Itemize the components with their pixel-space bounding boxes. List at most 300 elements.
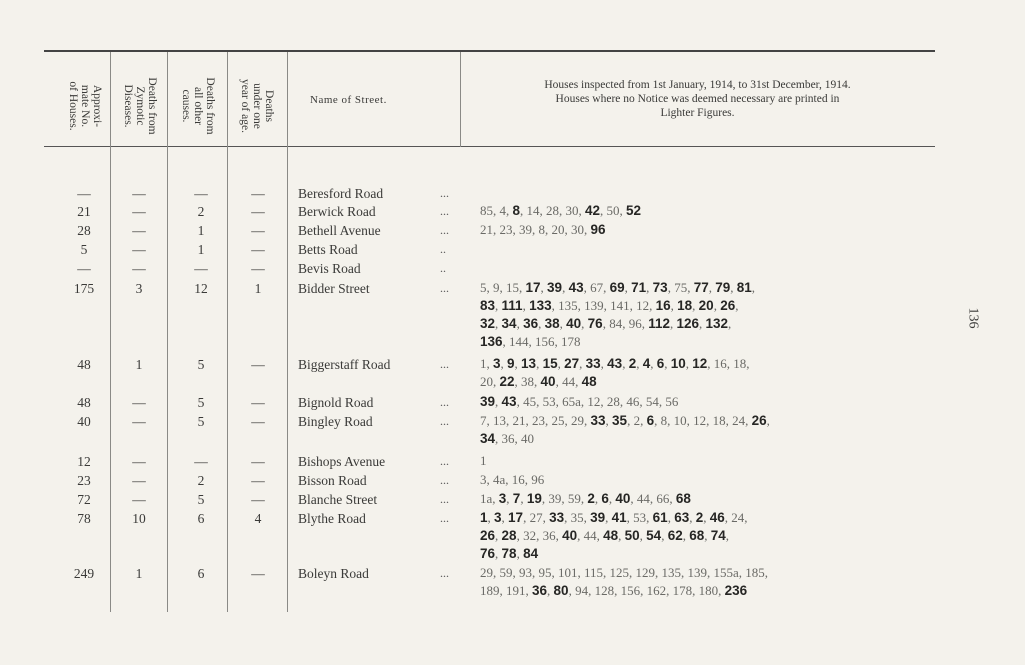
- house-number-noticed: 68: [689, 528, 705, 543]
- house-number-noticed: 73: [652, 280, 668, 295]
- house-number-noticed: 38: [544, 316, 560, 331]
- house-number-noticed: 26: [751, 413, 767, 428]
- header-line: Houses where no Notice was deemed necessary are printed in: [555, 93, 840, 105]
- house-number-text: ,: [487, 510, 495, 525]
- house-number-noticed: 83: [480, 298, 496, 313]
- page-number: 136: [965, 307, 981, 329]
- house-number-text: , 27,: [523, 510, 550, 525]
- house-number-text: ,: [579, 356, 586, 371]
- header-line: Lighter Figures.: [660, 107, 735, 119]
- column-divider: [167, 52, 168, 612]
- house-number-text: ,: [538, 316, 545, 331]
- other-deaths-cell: 1: [197, 242, 205, 257]
- houses-inspected-cell: [480, 202, 945, 220]
- infant-deaths-cell: 1: [254, 281, 262, 296]
- street-name-cell: Bishops Avenue: [298, 454, 386, 469]
- house-number-text: ,: [708, 280, 716, 295]
- house-number-noticed: 7: [512, 491, 521, 506]
- house-number-noticed: 20: [698, 298, 714, 313]
- house-number-text: 1,: [480, 356, 493, 371]
- house-number-noticed: 2: [587, 491, 595, 506]
- leader-dots: ...: [440, 357, 449, 371]
- house-number-text: , 14, 28, 30,: [520, 203, 586, 218]
- house-number-noticed: 3: [498, 491, 507, 506]
- zymotic-deaths-cell: 1: [135, 566, 143, 581]
- houses-line: [480, 471, 945, 489]
- house-number-text: 189, 191,: [480, 583, 532, 598]
- houses-line: [480, 393, 945, 411]
- house-number-noticed: 81: [736, 280, 752, 295]
- house-number-text: , 94, 128, 156, 162, 178, 180,: [568, 583, 725, 598]
- houses-line: [480, 564, 945, 582]
- street-name-cell: Boleyn Road: [298, 566, 369, 581]
- house-number-text: , 44,: [555, 374, 582, 389]
- house-number-text: ,: [516, 316, 524, 331]
- houses-inspected-cell: [480, 509, 945, 563]
- top-rule: [44, 50, 935, 52]
- house-number-noticed: 2: [628, 356, 637, 371]
- houses-inspected-cell: [480, 355, 945, 391]
- other-deaths-cell: —: [194, 454, 208, 469]
- zymotic-deaths-cell: —: [132, 261, 146, 276]
- other-deaths-cell: 6: [197, 511, 205, 526]
- header-line: of Houses.: [67, 81, 79, 131]
- house-number-text: , 44, 66,: [630, 491, 676, 506]
- street-name-cell: Betts Road: [298, 242, 358, 257]
- house-number-noticed: 34: [501, 316, 517, 331]
- zymotic-deaths-cell: —: [132, 454, 146, 469]
- houses-line: [480, 297, 945, 315]
- house-number-noticed: 71: [631, 280, 647, 295]
- houses-line: [480, 279, 945, 297]
- house-number-text: , 32, 36,: [516, 528, 563, 543]
- other-deaths-cell: 6: [197, 566, 205, 581]
- house-number-text: ,: [667, 510, 675, 525]
- zymotic-deaths-cell: —: [132, 242, 146, 257]
- house-number-text: ,: [608, 491, 616, 506]
- leader-dots: ...: [440, 473, 449, 487]
- infant-deaths-cell: —: [251, 223, 265, 238]
- approx-houses-cell: 78: [77, 511, 91, 526]
- house-number-text: ,: [713, 298, 721, 313]
- house-number-text: ,: [559, 316, 567, 331]
- house-number-noticed: 33: [585, 356, 601, 371]
- header-line: Deaths from: [146, 77, 158, 135]
- header-approx-houses: [67, 61, 103, 151]
- house-number-noticed: 48: [603, 528, 619, 543]
- house-number-text: ,: [646, 280, 653, 295]
- house-number-noticed: 3: [493, 356, 501, 371]
- house-number-text: ,: [500, 356, 508, 371]
- zymotic-deaths-cell: —: [132, 223, 146, 238]
- house-number-text: , 67,: [583, 280, 610, 295]
- approx-houses-cell: 5: [80, 242, 88, 257]
- house-number-noticed: 133: [529, 298, 552, 313]
- house-number-text: ,: [636, 356, 643, 371]
- zymotic-deaths-cell: —: [132, 204, 146, 219]
- house-number-noticed: 35: [612, 413, 628, 428]
- header-infant-deaths: [239, 61, 275, 151]
- house-number-noticed: 10: [670, 356, 686, 371]
- house-number-noticed: 1: [480, 510, 488, 525]
- infant-deaths-cell: —: [251, 261, 265, 276]
- other-deaths-cell: 2: [197, 204, 205, 219]
- house-number-noticed: 18: [677, 298, 693, 313]
- infant-deaths-cell: —: [251, 566, 265, 581]
- street-name-cell: Bingley Road: [298, 414, 373, 429]
- house-number-text: , 16, 18,: [707, 356, 750, 371]
- houses-inspected-cell: [480, 279, 945, 351]
- zymotic-deaths-cell: —: [132, 186, 146, 201]
- header-line: causes.: [180, 89, 192, 123]
- zymotic-deaths-cell: —: [132, 414, 146, 429]
- houses-line: [480, 221, 945, 239]
- header-zymotic-deaths: [122, 61, 158, 151]
- leader-dots: ...: [440, 281, 449, 295]
- leader-dots: ..: [440, 242, 446, 256]
- street-name-cell: Berwick Road: [298, 204, 376, 219]
- house-number-noticed: 62: [667, 528, 683, 543]
- house-number-text: ,: [495, 394, 502, 409]
- leader-dots: ...: [440, 454, 449, 468]
- house-number-text: ,: [735, 298, 739, 313]
- house-number-text: ,: [557, 356, 565, 371]
- house-number-text: ,: [594, 491, 602, 506]
- house-number-noticed: 46: [709, 510, 725, 525]
- approx-houses-cell: 72: [77, 492, 91, 507]
- house-number-text: ,: [730, 280, 737, 295]
- house-number-text: , 8, 10, 12, 18, 24,: [654, 413, 752, 428]
- house-number-noticed: 42: [585, 203, 601, 218]
- house-number-text: ,: [670, 298, 678, 313]
- house-number-text: 21, 23, 39, 8, 20, 30,: [480, 222, 591, 237]
- houses-line: [480, 527, 945, 545]
- house-number-text: 1: [480, 453, 487, 468]
- house-number-text: , 38,: [514, 374, 541, 389]
- approx-houses-cell: 28: [77, 223, 91, 238]
- houses-line: [480, 452, 945, 470]
- leader-dots: ...: [440, 395, 449, 409]
- house-number-text: ,: [728, 316, 732, 331]
- other-deaths-cell: 5: [197, 492, 205, 507]
- header-other-deaths: [180, 61, 216, 151]
- header-rule: [44, 146, 935, 147]
- leader-dots: ..: [440, 261, 446, 275]
- house-number-noticed: 13: [521, 356, 537, 371]
- house-number-text: ,: [664, 356, 671, 371]
- house-number-text: ,: [495, 316, 502, 331]
- houses-line: [480, 509, 945, 527]
- house-number-text: ,: [669, 316, 677, 331]
- infant-deaths-cell: —: [251, 395, 265, 410]
- houses-line: [480, 315, 945, 333]
- approx-houses-cell: 12: [77, 454, 91, 469]
- houses-line: [480, 202, 945, 220]
- leader-dots: ...: [440, 511, 449, 525]
- house-number-noticed: 26: [480, 528, 496, 543]
- house-number-text: ,: [495, 528, 502, 543]
- header-line: Zymotic: [134, 86, 146, 126]
- house-number-noticed: 136: [480, 334, 503, 349]
- approx-houses-cell: 249: [73, 566, 95, 581]
- house-number-noticed: 52: [626, 203, 642, 218]
- house-number-noticed: 19: [526, 491, 542, 506]
- leader-dots: ...: [440, 414, 449, 428]
- house-number-noticed: 236: [724, 583, 748, 598]
- house-number-noticed: 96: [590, 222, 606, 237]
- house-number-text: ,: [751, 280, 756, 295]
- house-number-noticed: 84: [523, 546, 539, 561]
- house-number-noticed: 17: [525, 280, 541, 295]
- leader-dots: ...: [440, 204, 449, 218]
- house-number-noticed: 74: [710, 528, 726, 543]
- houses-line: [480, 430, 945, 448]
- house-number-text: ,: [514, 356, 522, 371]
- house-number-noticed: 17: [508, 510, 524, 525]
- approx-houses-cell: —: [77, 186, 91, 201]
- infant-deaths-cell: —: [251, 357, 265, 372]
- house-number-text: ,: [703, 510, 710, 525]
- house-number-noticed: 40: [562, 528, 578, 543]
- house-number-noticed: 40: [540, 374, 556, 389]
- house-number-text: ,: [605, 413, 613, 428]
- street-name-cell: Biggerstaff Road: [298, 357, 391, 372]
- house-number-noticed: 4: [642, 356, 651, 371]
- zymotic-deaths-cell: —: [132, 492, 146, 507]
- house-number-noticed: 15: [542, 356, 558, 371]
- house-number-noticed: 12: [692, 356, 708, 371]
- houses-line: [480, 355, 945, 373]
- leader-dots: ...: [440, 566, 449, 580]
- approx-houses-cell: 48: [77, 395, 91, 410]
- houses-inspected-cell: [480, 412, 945, 448]
- infant-deaths-cell: —: [251, 186, 265, 201]
- header-street-name: Name of Street.: [310, 94, 387, 106]
- house-number-noticed: 77: [693, 280, 709, 295]
- house-number-noticed: 33: [590, 413, 606, 428]
- leader-dots: ...: [440, 186, 449, 200]
- house-number-noticed: 40: [615, 491, 631, 506]
- house-number-text: 7, 13, 21, 23, 25, 29,: [480, 413, 591, 428]
- zymotic-deaths-cell: 1: [135, 357, 143, 372]
- street-name-cell: Bignold Road: [298, 395, 374, 410]
- header-line: Diseases.: [122, 84, 134, 128]
- house-number-text: ,: [605, 510, 612, 525]
- infant-deaths-cell: 4: [254, 511, 262, 526]
- house-number-text: ,: [540, 280, 548, 295]
- house-number-text: ,: [704, 528, 711, 543]
- house-number-noticed: 6: [656, 356, 665, 371]
- approx-houses-cell: 175: [73, 281, 95, 296]
- other-deaths-cell: —: [194, 186, 208, 201]
- house-number-noticed: 26: [720, 298, 736, 313]
- house-number-text: ,: [624, 280, 632, 295]
- street-name-cell: Beresford Road: [298, 186, 384, 201]
- zymotic-deaths-cell: —: [132, 395, 146, 410]
- houses-inspected-cell: [480, 471, 945, 489]
- house-number-text: ,: [495, 546, 502, 561]
- house-number-noticed: 126: [676, 316, 699, 331]
- house-number-noticed: 16: [655, 298, 671, 313]
- zymotic-deaths-cell: 3: [135, 281, 143, 296]
- house-number-text: ,: [622, 356, 629, 371]
- house-number-text: , 2,: [627, 413, 647, 428]
- street-name-cell: Bevis Road: [298, 261, 361, 276]
- house-number-text: ,: [692, 298, 699, 313]
- infant-deaths-cell: —: [251, 204, 265, 219]
- house-number-text: ,: [682, 528, 690, 543]
- approx-houses-cell: 21: [77, 204, 91, 219]
- infant-deaths-cell: —: [251, 414, 265, 429]
- houses-line: [480, 490, 945, 508]
- house-number-noticed: 36: [523, 316, 539, 331]
- house-number-noticed: 111: [501, 298, 523, 313]
- header-houses-inspected: [470, 78, 925, 120]
- houses-line: [480, 545, 945, 563]
- other-deaths-cell: 12: [194, 281, 208, 296]
- house-number-text: , 53,: [626, 510, 653, 525]
- house-number-text: 3, 4a, 16, 96: [480, 472, 545, 487]
- house-number-noticed: 112: [648, 316, 670, 331]
- houses-line: [480, 412, 945, 430]
- house-number-text: ,: [689, 510, 696, 525]
- street-name-cell: Blythe Road: [298, 511, 366, 526]
- houses-line: [480, 373, 945, 391]
- house-number-noticed: 28: [501, 528, 517, 543]
- house-number-text: , 45, 53, 65a, 12, 28, 46, 54, 56: [516, 394, 679, 409]
- house-number-text: ,: [581, 316, 588, 331]
- house-number-noticed: 79: [715, 280, 731, 295]
- house-number-noticed: 76: [480, 546, 496, 561]
- house-number-text: ,: [547, 583, 554, 598]
- house-number-text: , 84, 96,: [602, 316, 649, 331]
- house-number-text: , 39, 59,: [541, 491, 588, 506]
- street-name-cell: Bisson Road: [298, 473, 367, 488]
- house-number-text: , 35,: [564, 510, 591, 525]
- house-number-noticed: 36: [532, 583, 548, 598]
- house-number-text: , 24,: [724, 510, 748, 525]
- street-name-cell: Blanche Street: [298, 492, 378, 507]
- house-number-text: ,: [506, 491, 513, 506]
- house-number-text: ,: [520, 491, 527, 506]
- house-number-text: 85, 4,: [480, 203, 513, 218]
- house-number-noticed: 39: [590, 510, 606, 525]
- other-deaths-cell: 5: [197, 414, 205, 429]
- header-line: Approxi-: [91, 84, 103, 128]
- house-number-noticed: 63: [674, 510, 690, 525]
- header-line: year of age.: [239, 79, 251, 133]
- other-deaths-cell: 5: [197, 395, 205, 410]
- header-line: mate No.: [79, 84, 91, 128]
- approx-houses-cell: 40: [77, 414, 91, 429]
- house-number-text: ,: [661, 528, 668, 543]
- house-number-text: ,: [618, 528, 625, 543]
- house-number-noticed: 39: [480, 394, 496, 409]
- houses-inspected-cell: [480, 221, 945, 239]
- house-number-noticed: 2: [695, 510, 704, 525]
- house-number-text: ,: [650, 356, 657, 371]
- house-number-noticed: 22: [499, 374, 515, 389]
- house-number-noticed: 68: [675, 491, 691, 506]
- house-number-text: , 144, 156, 178: [502, 334, 581, 349]
- house-number-noticed: 78: [501, 546, 517, 561]
- house-number-text: , 36, 40: [495, 431, 535, 446]
- house-number-noticed: 132: [705, 316, 729, 331]
- house-number-noticed: 43: [501, 394, 517, 409]
- house-number-noticed: 3: [494, 510, 502, 525]
- house-number-noticed: 40: [566, 316, 582, 331]
- house-number-noticed: 32: [480, 316, 496, 331]
- header-line: all other: [192, 87, 204, 125]
- house-number-noticed: 33: [549, 510, 565, 525]
- house-number-noticed: 43: [568, 280, 584, 295]
- other-deaths-cell: 5: [197, 357, 205, 372]
- other-deaths-cell: 1: [197, 223, 205, 238]
- house-number-text: ,: [639, 528, 647, 543]
- column-divider: [287, 52, 288, 612]
- house-number-text: ,: [600, 356, 608, 371]
- house-number-text: ,: [562, 280, 569, 295]
- house-number-noticed: 8: [512, 203, 521, 218]
- column-divider: [110, 52, 111, 612]
- street-name-cell: Bethell Avenue: [298, 223, 381, 238]
- houses-inspected-cell: [480, 452, 945, 470]
- house-number-noticed: 43: [607, 356, 623, 371]
- houses-inspected-cell: [480, 564, 945, 600]
- houses-line: [480, 333, 945, 351]
- houses-line: [480, 582, 945, 600]
- other-deaths-cell: —: [194, 261, 208, 276]
- house-number-text: , 50,: [600, 203, 627, 218]
- house-number-noticed: 54: [646, 528, 662, 543]
- house-number-text: ,: [766, 413, 770, 428]
- infant-deaths-cell: —: [251, 473, 265, 488]
- house-number-text: ,: [522, 298, 530, 313]
- header-line: under one: [251, 83, 263, 129]
- house-number-noticed: 48: [581, 374, 597, 389]
- approx-houses-cell: —: [77, 261, 91, 276]
- zymotic-deaths-cell: 10: [132, 511, 146, 526]
- house-number-noticed: 6: [646, 413, 655, 428]
- house-number-noticed: 27: [564, 356, 580, 371]
- house-number-text: , 75,: [667, 280, 694, 295]
- approx-houses-cell: 23: [77, 473, 91, 488]
- house-number-text: ,: [699, 316, 706, 331]
- house-number-noticed: 61: [652, 510, 668, 525]
- house-number-noticed: 34: [480, 431, 496, 446]
- house-number-text: ,: [685, 356, 693, 371]
- house-number-text: , 44,: [577, 528, 604, 543]
- house-number-noticed: 6: [601, 491, 609, 506]
- houses-inspected-cell: [480, 490, 945, 508]
- house-number-text: ,: [495, 298, 502, 313]
- house-number-noticed: 76: [587, 316, 603, 331]
- header-line: Deaths: [263, 90, 275, 122]
- house-number-text: , 135, 139, 141, 12,: [551, 298, 656, 313]
- infant-deaths-cell: —: [251, 454, 265, 469]
- zymotic-deaths-cell: —: [132, 473, 146, 488]
- street-name-cell: Bidder Street: [298, 281, 370, 296]
- header-line: Deaths from: [204, 77, 216, 135]
- house-number-noticed: 39: [547, 280, 563, 295]
- header-line: Houses inspected from 1st January, 1914, to 31st December, 1914.: [544, 79, 851, 91]
- houses-inspected-cell: [480, 393, 945, 411]
- house-number-noticed: 9: [507, 356, 515, 371]
- column-divider: [460, 52, 461, 147]
- house-number-text: 1a,: [480, 491, 499, 506]
- infant-deaths-cell: —: [251, 492, 265, 507]
- approx-houses-cell: 48: [77, 357, 91, 372]
